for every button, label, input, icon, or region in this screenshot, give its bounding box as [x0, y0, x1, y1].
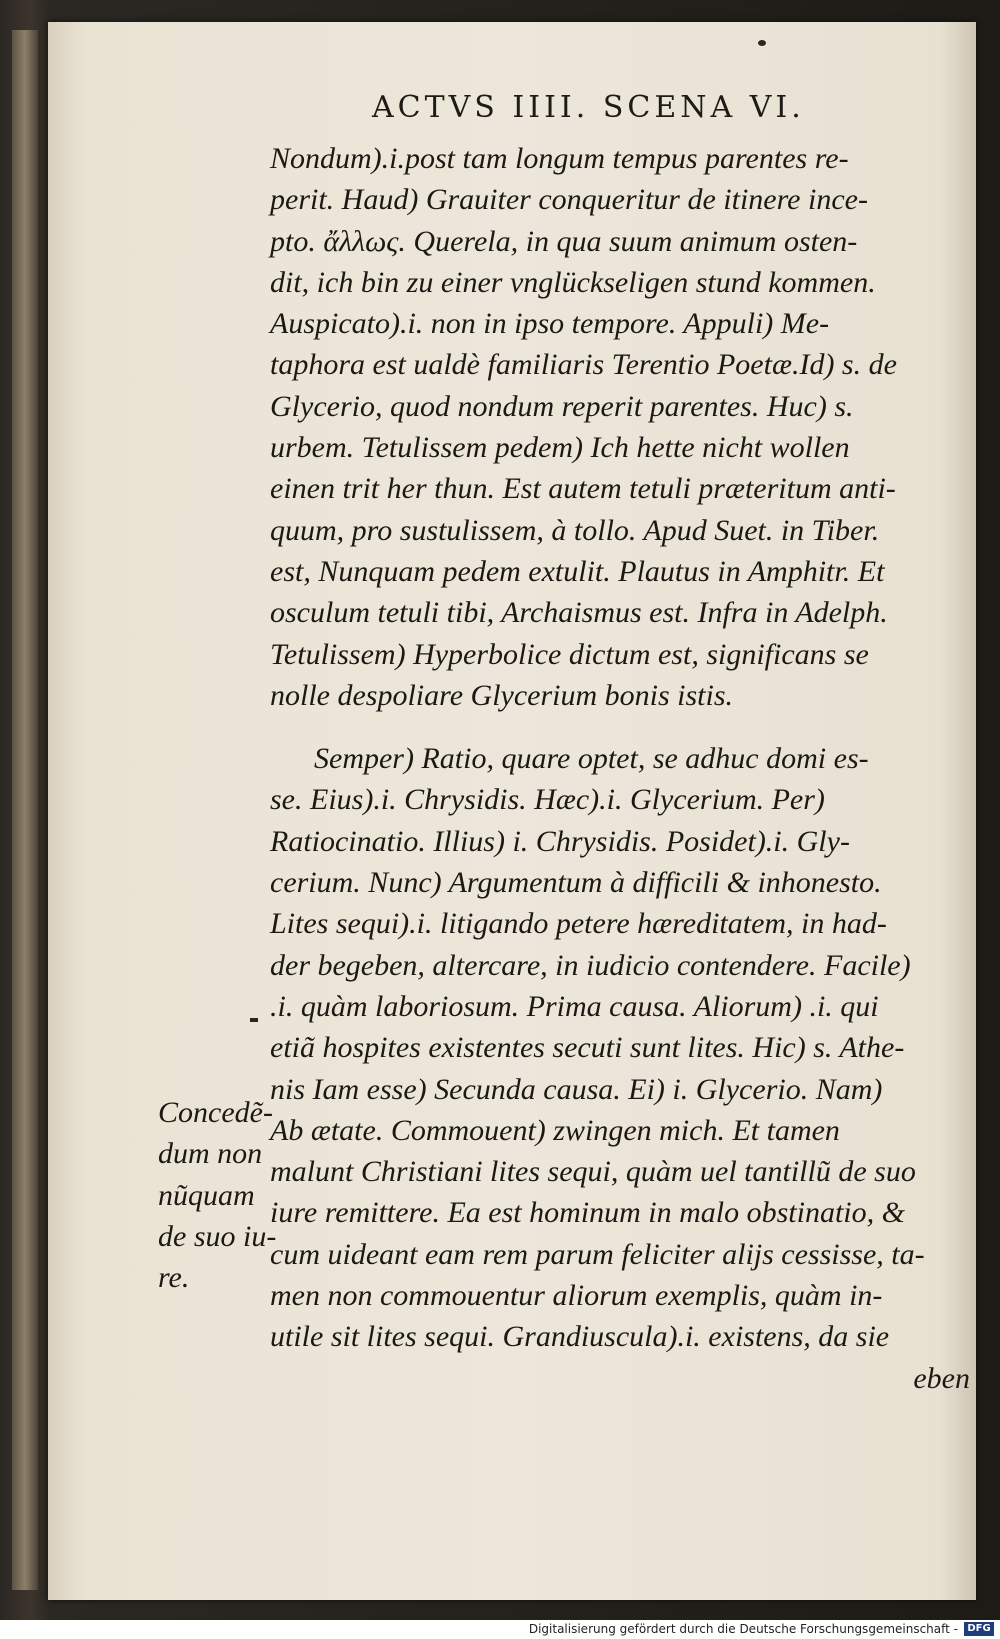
- text-line: Glycerio, quod nondum reperit parentes. Huc) s.: [270, 389, 854, 423]
- catchword: eben: [913, 1361, 970, 1395]
- text-line: Semper) Ratio, quare optet, se adhuc domi es-: [314, 742, 869, 776]
- text-line: nolle despoliare Glycerium bonis istis.: [270, 678, 734, 712]
- text-line: se. Eius).i. Chrysidis. Hæc).i. Glycerium. Per): [270, 783, 825, 817]
- text-line: Ratiocinatio. Illius) i. Chrysidis. Posidet).i. Gly-: [270, 824, 850, 858]
- paragraph-spacer: [270, 716, 970, 738]
- book-spine-edge: [12, 30, 38, 1590]
- marginal-note: [158, 1092, 278, 1298]
- text-line: Tetulissem) Hyperbolice dictum est, significans se: [270, 637, 869, 671]
- text-line: est, Nunquam pedem extulit. Plautus in Amphitr. Et: [270, 554, 885, 588]
- running-head: ACTVS IIII. SCENA VI.: [372, 90, 805, 125]
- text-line: der begeben, altercare, in iudicio contendere. Facile): [270, 948, 911, 982]
- digitization-footer: [0, 1620, 1000, 1639]
- paragraph-2: [270, 738, 970, 1399]
- footer-credit: Digitalisierung gefördert durch die Deutsche Forschungsgemeinschaft -: [528, 1622, 958, 1636]
- text-line: urbem. Tetulissem pedem) Ich hette nicht wollen: [270, 431, 850, 465]
- text-line: Lites sequi).i. litigando petere hæreditatem, in had-: [270, 907, 887, 941]
- ink-blot: [758, 40, 766, 46]
- text-line: osculum tetuli tibi, Archaismus est. Infra in Adelph.: [270, 596, 888, 630]
- text-line: iure remittere. Ea est hominum in malo obstinatio, &: [270, 1196, 905, 1230]
- dfg-logo-icon: DFG: [964, 1622, 994, 1636]
- text-line: .i. quàm laboriosum. Prima causa. Aliorum) .i. qui: [270, 989, 879, 1023]
- margin-line: de suo iu-: [158, 1219, 277, 1253]
- text-line: taphora est ualdè familiaris Terentio Poetæ.Id) s. de: [270, 348, 897, 382]
- text-line: einen trit her thun. Est autem tetuli præteritum anti-: [270, 472, 896, 506]
- text-line: Ab ætate. Commouent) zwingen mich. Et tamen: [270, 1113, 840, 1147]
- text-line: Nondum).i.post tam longum tempus parentes re-: [270, 142, 849, 175]
- paragraph-1: [270, 138, 970, 716]
- text-line: quum, pro sustulissem, à tollo. Apud Suet. in Tiber.: [270, 513, 880, 547]
- text-line: malunt Christiani lites sequi, quàm uel tantillũ de suo: [270, 1155, 916, 1189]
- text-line: Auspicato).i. non in ipso tempore. Appuli) Me-: [270, 307, 830, 341]
- text-line: nis Iam esse) Secunda causa. Ei) i. Glycerio. Nam): [270, 1072, 883, 1106]
- text-line: cum uideant eam rem parum feliciter alijs cessisse, ta-: [270, 1237, 925, 1271]
- text-line: dit, ich bin zu einer vnglückseligen stund kommen.: [270, 265, 876, 299]
- text-line: etiã hospites existentes secuti sunt lites. Hic) s. Athe-: [270, 1031, 905, 1065]
- text-line: men non commouentur aliorum exemplis, quàm in-: [270, 1279, 883, 1313]
- margin-line: re.: [158, 1261, 190, 1295]
- commentary-text: [270, 138, 970, 1399]
- margin-line: Concedẽ-: [158, 1096, 273, 1129]
- text-line: pto. ἄλλως. Querela, in qua suum animum osten-: [270, 224, 858, 258]
- margin-mark: [250, 1018, 258, 1022]
- text-line: cerium. Nunc) Argumentum à difficili & inhonesto.: [270, 866, 882, 900]
- margin-line: dum non: [158, 1137, 263, 1171]
- text-line: utile sit lites sequi. Grandiuscula).i. existens, da sie: [270, 1320, 890, 1354]
- text-line: perit. Haud) Grauiter conqueritur de itinere ince-: [270, 183, 868, 217]
- margin-line: nũquam: [158, 1178, 255, 1212]
